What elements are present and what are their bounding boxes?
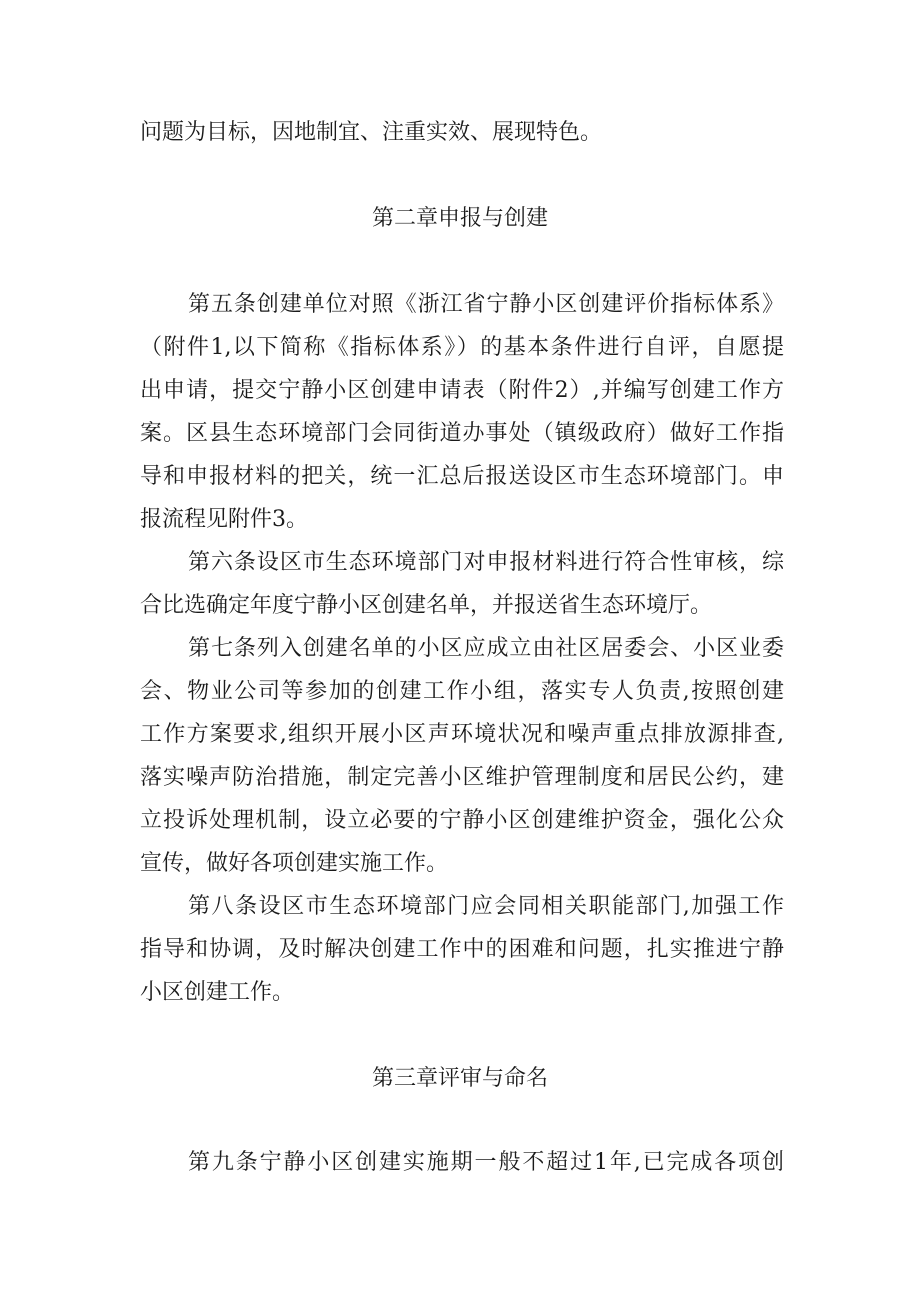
text-line: 问题为目标，因地制宜、注重实效、展现特色。 <box>140 120 603 145</box>
text-line: 导和申报材料的把关，统一汇总后报送设区市生态环境部门。申 <box>140 464 784 489</box>
text-line: 第七条列入创建名单的小区应成立由社区居委会、小区业委 <box>188 636 784 661</box>
chapter-heading: 第二章申报与创建 <box>371 206 548 231</box>
chapter-heading: 第三章评审与命名 <box>371 1066 548 1091</box>
text-line: 立投诉处理机制，设立必要的宁静小区创建维护资金，强化公众 <box>140 808 784 833</box>
text-line: 小区创建工作。 <box>140 980 295 1005</box>
text-line: 案。区县生态环境部门会同街道办事处（镇级政府）做好工作指 <box>140 421 784 446</box>
text-line: 合比选确定年度宁静小区创建名单，并报送省生态环境厅。 <box>140 593 713 618</box>
text-line: 第五条创建单位对照《浙江省宁静小区创建评价指标体系》 <box>188 292 784 317</box>
text-line: （附件1,以下简称《指标体系》）的基本条件进行自评，自愿提 <box>140 335 784 360</box>
text-line: 落实噪声防治措施，制定完善小区维护管理制度和居民公约，建 <box>140 765 784 790</box>
text-line: 工作方案要求,组织开展小区声环境状况和噪声重点排放源排查, <box>140 722 784 747</box>
text-line: 指导和协调，及时解决创建工作中的困难和问题，扎实推进宁静 <box>140 937 784 962</box>
text-line: 第九条宁静小区创建实施期一般不超过1年,已完成各项创 <box>188 1150 784 1175</box>
text-line: 宣传，做好各项创建实施工作。 <box>140 851 449 876</box>
text-line: 出申请，提交宁静小区创建申请表（附件2）,并编写创建工作方 <box>140 378 784 403</box>
text-line: 第八条设区市生态环境部门应会同相关职能部门,加强工作 <box>188 894 784 919</box>
text-line: 报流程见附件3。 <box>140 507 308 532</box>
text-line: 会、物业公司等参加的创建工作小组，落实专人负责,按照创建 <box>140 679 784 704</box>
text-line: 第六条设区市生态环境部门对申报材料进行符合性审核，综 <box>188 550 784 575</box>
